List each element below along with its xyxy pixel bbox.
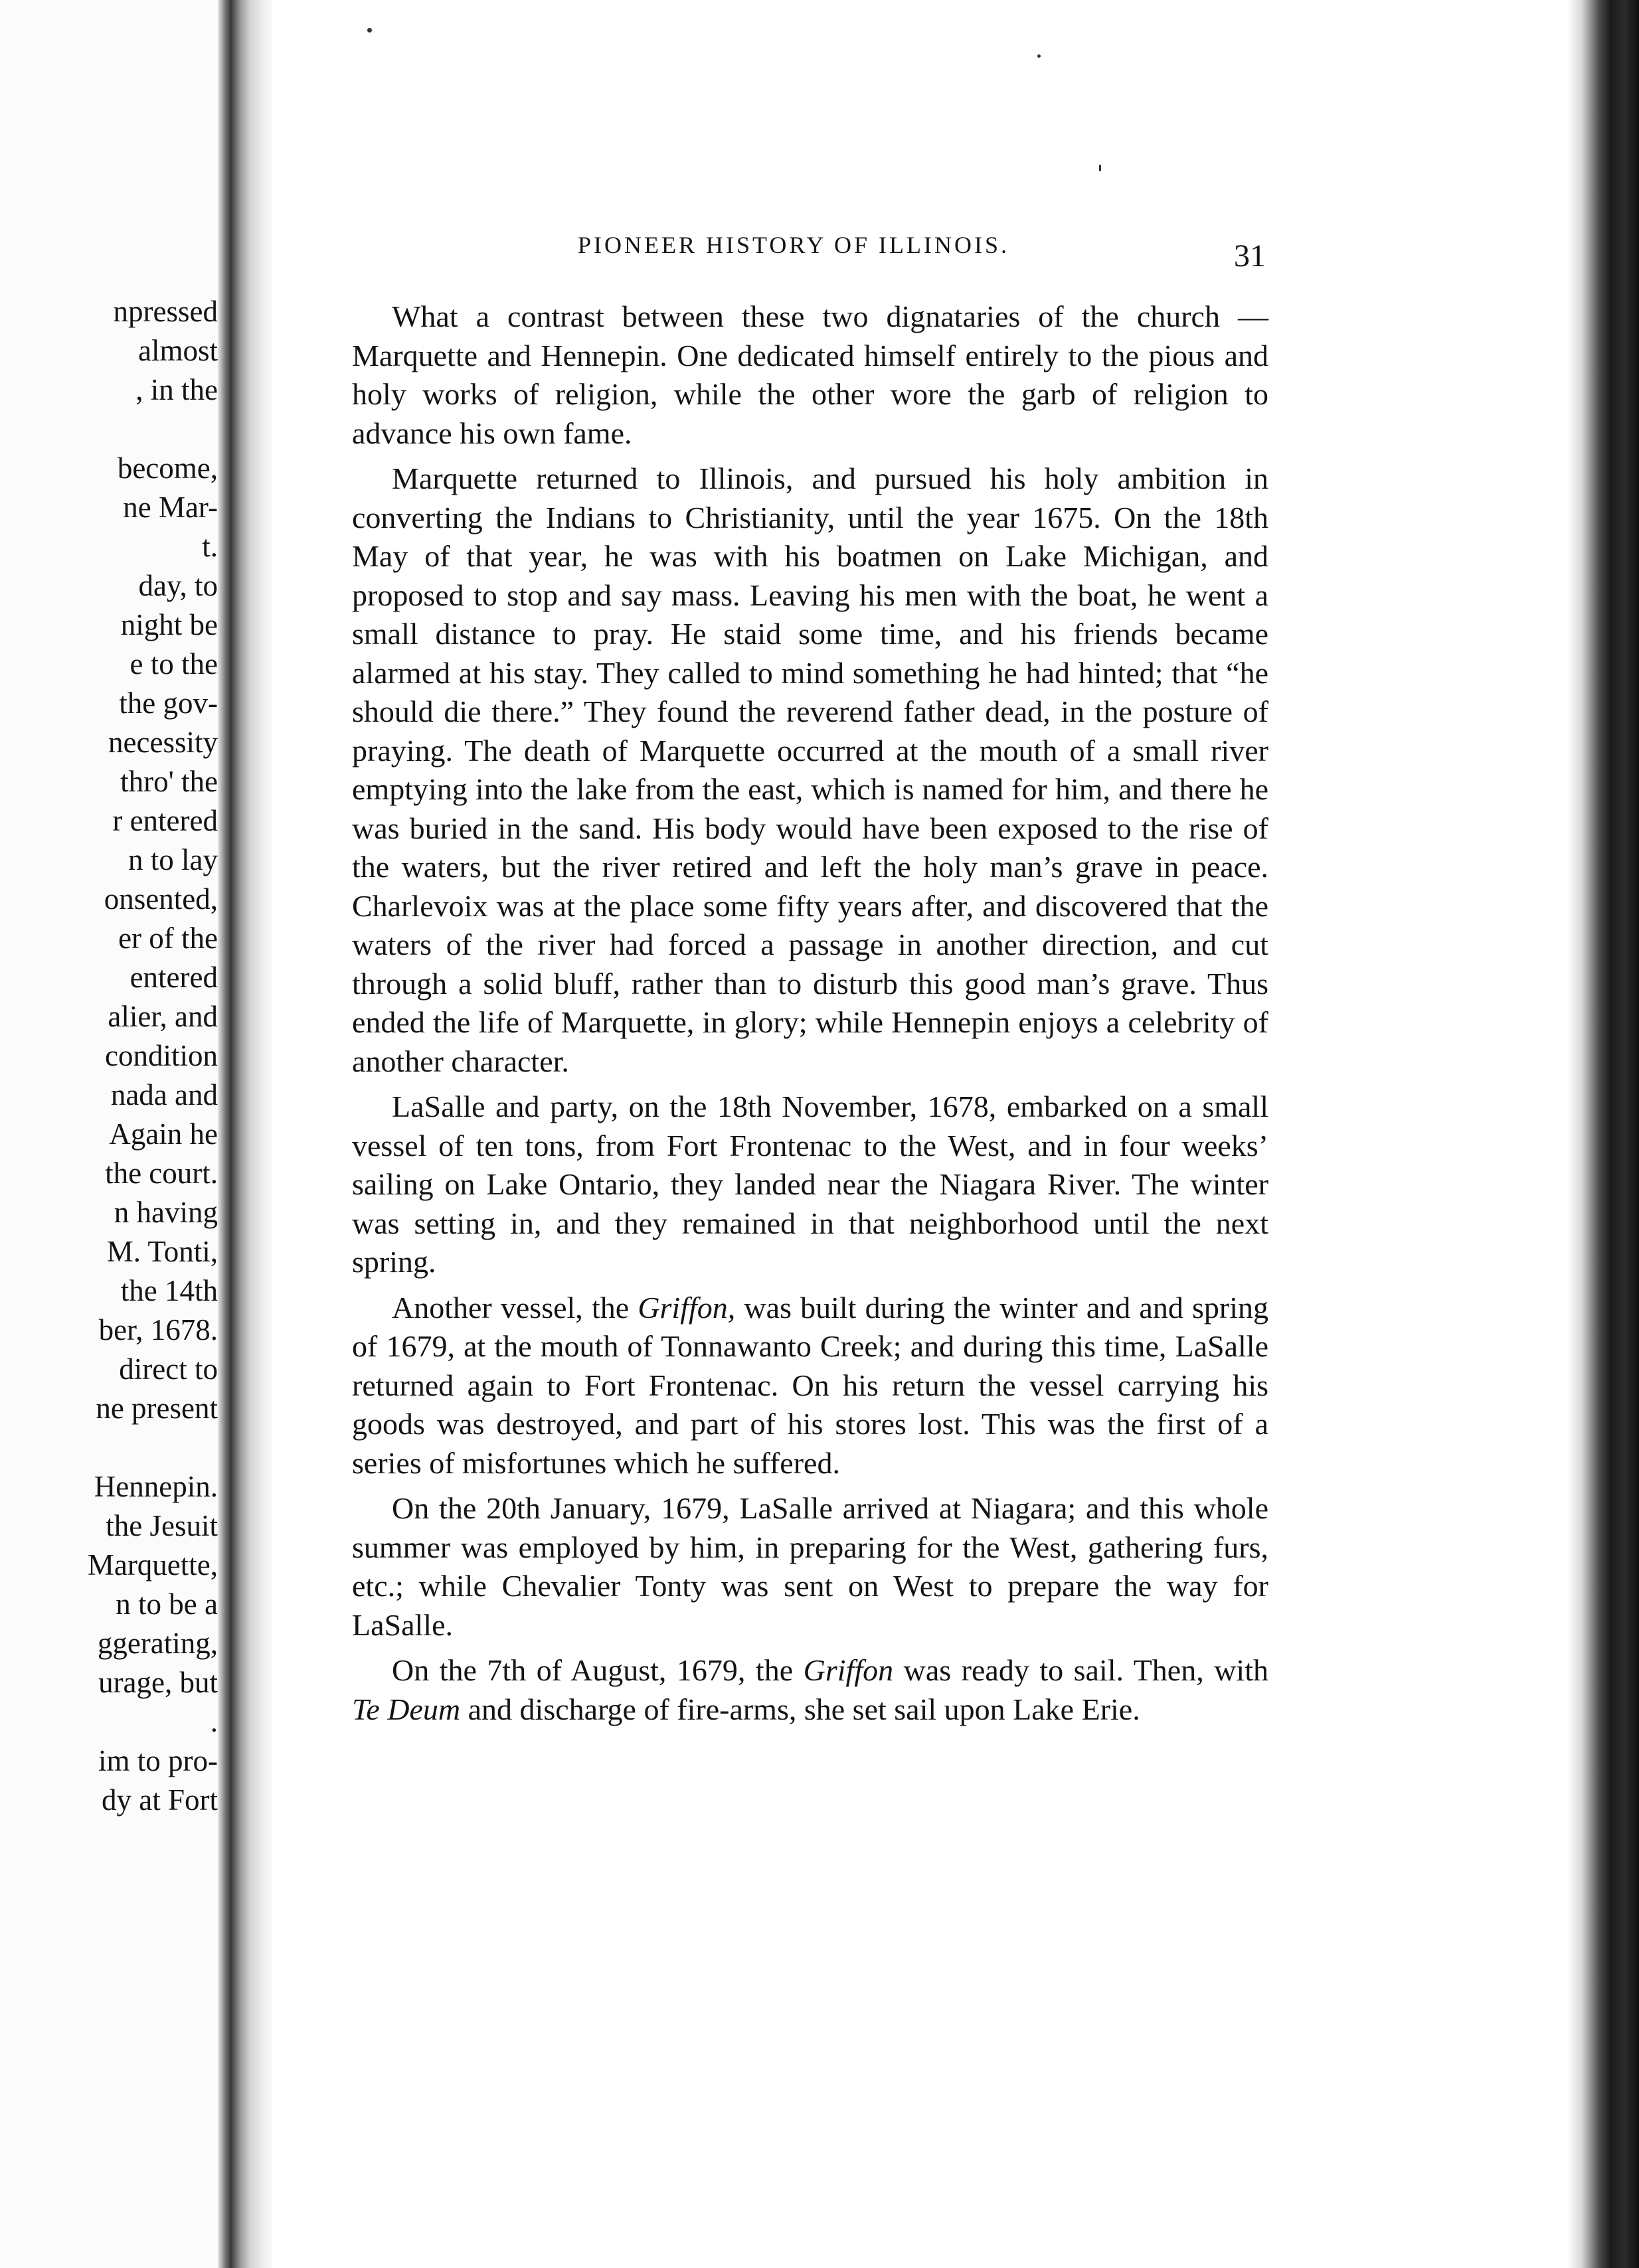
page-edge-shadow	[1567, 0, 1639, 2268]
left-page-line: become,	[117, 451, 218, 485]
paragraph	[352, 1651, 1268, 1729]
left-page-line: the 14th	[120, 1274, 218, 1307]
left-page-line: er of the	[118, 922, 218, 955]
left-page-line: the Jesuit	[106, 1509, 218, 1542]
left-page-line: , in the	[135, 373, 218, 406]
left-page-line: direct to	[119, 1352, 218, 1386]
left-page-line: ne present	[96, 1392, 218, 1425]
italic-text: Griffon,	[638, 1290, 736, 1325]
paragraph	[352, 1088, 1268, 1282]
left-page-line: n having	[114, 1196, 218, 1229]
left-page-line: the court.	[105, 1157, 218, 1190]
text-run: and discharge of fire-arms, she set sail upon Lake Erie.	[460, 1692, 1140, 1726]
left-page-line: r entered	[112, 804, 218, 837]
left-page-line	[0, 410, 218, 449]
left-page-line: ber, 1678.	[98, 1313, 218, 1346]
text-run: On the 20th January, 1679, LaSalle arrived at Niagara; and this whole summer was employed by him, in preparing for the West, gathering furs, etc.; while Chevalier Tonty was sent on West to prepare the way for LaSalle.	[352, 1491, 1268, 1642]
ink-speck	[367, 28, 372, 33]
left-page-line: Again he	[109, 1117, 218, 1151]
paragraph	[352, 459, 1268, 1081]
left-page-line: alier, and	[108, 1000, 218, 1033]
left-page-line: ne Mar-	[123, 491, 218, 524]
left-page-line: n to lay	[128, 843, 218, 876]
book-gutter-shadow	[218, 0, 278, 2268]
left-page-line: entered	[129, 961, 218, 994]
left-page-text-fragments	[0, 292, 218, 1820]
left-page-line: nada and	[110, 1078, 218, 1111]
running-head: PIONEER HISTORY OF ILLINOIS.	[578, 232, 1010, 258]
left-page-line: day, to	[138, 569, 218, 602]
left-page	[0, 0, 224, 2268]
left-page-line: Marquette,	[87, 1548, 218, 1581]
paragraph	[352, 297, 1268, 453]
left-page-line: npressed	[113, 295, 218, 328]
text-run: What a contrast between these two dignataries of the church —Marquette and Hennepin. One dedicated himself entirely to the pious and holy works of religion, while the other wore the garb of religion to advance his own fame.	[352, 299, 1268, 450]
text-run: was built during the winter and and spring of 1679, at the mouth of Tonnawanto Creek; and during this time, LaSalle returned again to Fort Frontenac. On his return the vessel carrying his goods was destroyed, and part of his stores lost. This was the first of a series of misfortunes which he suffered.	[352, 1290, 1268, 1480]
italic-text: Te Deum	[352, 1692, 461, 1726]
left-page-line: t.	[202, 530, 218, 563]
left-page-line: thro' the	[120, 765, 218, 798]
body-text	[352, 297, 1268, 1736]
left-page-line: onsented,	[104, 882, 218, 916]
left-page-line: M. Tonti,	[106, 1235, 218, 1268]
paragraph	[352, 1289, 1268, 1483]
left-page-line: im to pro-	[98, 1744, 218, 1777]
ink-speck	[1099, 165, 1101, 171]
text-run: was ready to sail. Then, with	[893, 1653, 1268, 1687]
left-page-line: almost	[138, 334, 218, 367]
left-page-line: night be	[120, 608, 218, 641]
italic-text: Griffon	[803, 1653, 894, 1687]
text-run: LaSalle and party, on the 18th November, 1678, embarked on a small vessel of ten tons, from Fort Frontenac to the West, and in four weeks’ sailing on Lake Ontario, they landed near the Niagara River. The winter was setting in, and they remained in that neighborhood until the next spring.	[352, 1090, 1268, 1279]
text-run: Another vessel, the	[392, 1290, 638, 1325]
left-page-line: the gov-	[119, 687, 218, 720]
left-page-line: ggerating,	[97, 1627, 218, 1660]
left-page-line: dy at Fort	[102, 1783, 218, 1817]
left-page-line: urage, but	[98, 1666, 218, 1699]
paragraph	[352, 1489, 1268, 1645]
text-run: On the 7th of August, 1679, the	[392, 1653, 804, 1687]
left-page-line: n to be a	[116, 1587, 218, 1621]
left-page-line	[0, 1428, 218, 1467]
left-page-line: e to the	[129, 647, 218, 681]
text-run: Marquette returned to Illinois, and pursued his holy ambition in converting the Indians to Christianity, until the year 1675. On the 18th May of that year, he was with his boatmen on Lake Michigan, and proposed to stop and say mass. Leaving his men with the boat, he went a small distance to pray. He staid some time, and his friends became alarmed at his stay. They called to mind something he had hinted; that “he should die there.” They found the reverend father dead, in the posture of praying. The death of Marquette occurred at the mouth of a small river emptying into the lake from the east, which is named for him, and there he was buried in the sand. His body would have been exposed to the rise of the waters, but the river retired and left the holy man’s grave in peace. Charlevoix was at the place some fifty years after, and discovered that the waters of the river had forced a passage in another direction, and cut through a solid bluff, rather than to disturb this good man’s grave. Thus ended the life of Marquette, in glory; while Hennepin enjoys a celebrity of another character.	[352, 461, 1268, 1078]
ink-speck	[1037, 54, 1041, 58]
left-page-line: Hennepin.	[94, 1470, 218, 1503]
page-number: 31	[1234, 238, 1266, 274]
left-page-line: necessity	[108, 726, 218, 759]
left-page-line: .	[210, 1705, 218, 1738]
left-page-line: condition	[105, 1039, 218, 1072]
